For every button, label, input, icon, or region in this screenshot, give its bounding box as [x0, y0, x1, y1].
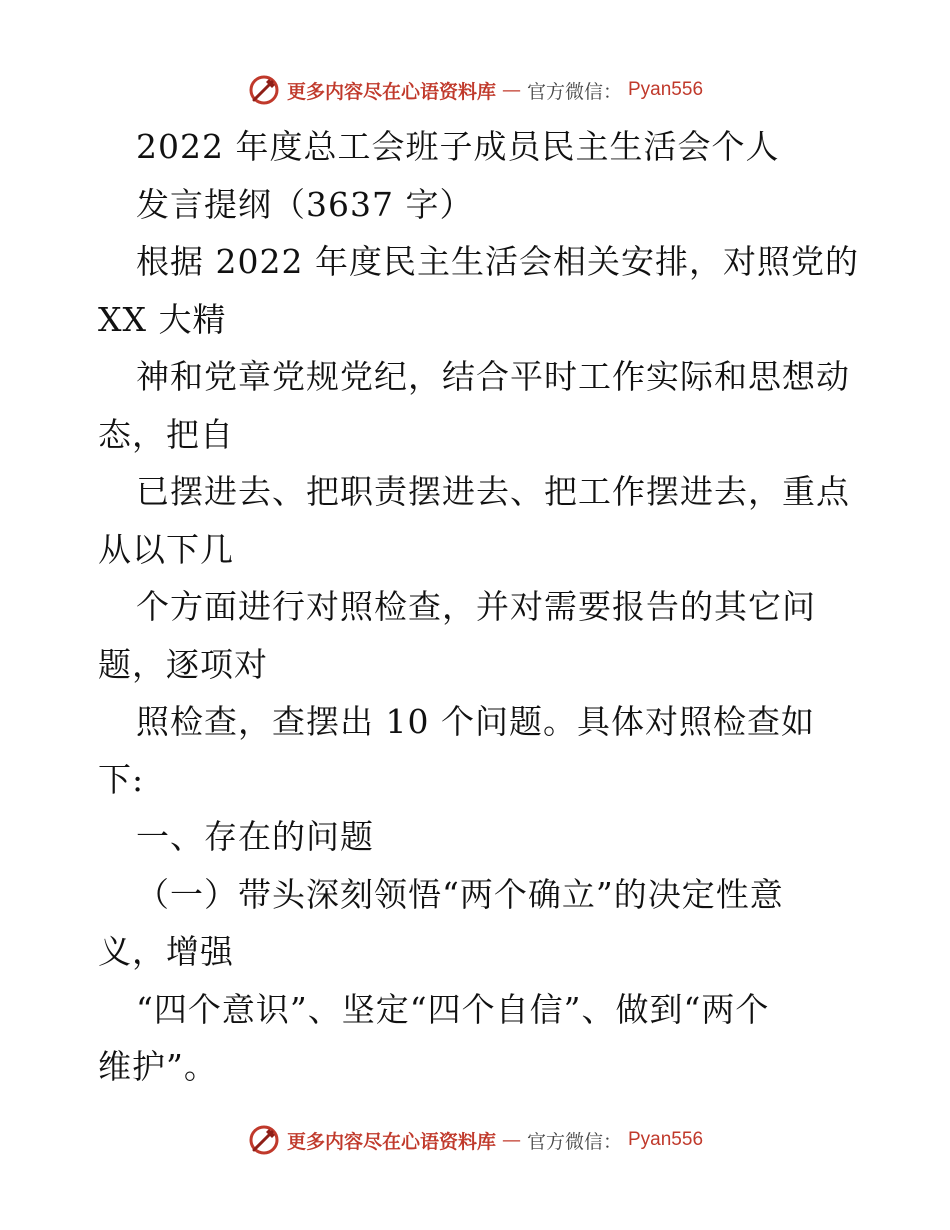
paragraph-line: 神和党章党规党纪，结合平时工作实际和思想动	[136, 357, 850, 396]
banner-dash: —	[501, 1129, 521, 1151]
pen-logo-icon	[247, 1123, 281, 1157]
subsection-heading-line: “四个意识”、坚定“四个自信”、做到“两个	[136, 989, 770, 1029]
section-heading: 一、存在的问题	[136, 817, 374, 856]
header-watermark-banner	[0, 70, 950, 110]
banner-text: 更多内容尽在心语资料库	[286, 1130, 496, 1153]
paragraph-line: 个方面进行对照检查，并对需要报告的其它问	[136, 587, 816, 626]
paragraph-line: 题，逐项对	[98, 644, 268, 684]
pen-logo-icon	[247, 73, 281, 107]
banner-label: 官方微信：	[526, 1130, 622, 1153]
paragraph-line: 根据 2022 年度民主生活会相关安排，对照党的	[136, 242, 859, 281]
banner-label: 官方微信：	[526, 80, 622, 103]
footer-watermark-banner	[0, 1120, 950, 1160]
document-body	[98, 118, 858, 1096]
subsection-heading-line: 维护”。	[98, 1047, 218, 1086]
paragraph-line: 照检查，查摆出 10 个问题。具体对照检查如	[136, 702, 815, 741]
banner-dash: —	[501, 79, 521, 101]
banner-wechat-id: Pyan556	[628, 1129, 704, 1150]
paragraph-line: 下:	[98, 759, 145, 799]
subsection-heading-line: （一）带头深刻领悟“两个确立”的决定性意	[136, 874, 784, 914]
banner-wechat-id: Pyan556	[628, 79, 704, 100]
doc-title-line-1: 2022 年度总工会班子成员民主生活会个人	[136, 127, 780, 166]
paragraph-line: 从以下几	[98, 529, 234, 569]
banner-text: 更多内容尽在心语资料库	[286, 80, 496, 103]
paragraph-line: XX 大精	[98, 299, 227, 339]
paragraph-line: 态，把自	[98, 414, 234, 454]
doc-title-line-2: 发言提纲（3637 字）	[136, 184, 474, 224]
subsection-heading-line: 义，增强	[98, 932, 234, 971]
paragraph-line: 已摆进去、把职责摆进去、把工作摆进去，重点	[136, 472, 850, 511]
